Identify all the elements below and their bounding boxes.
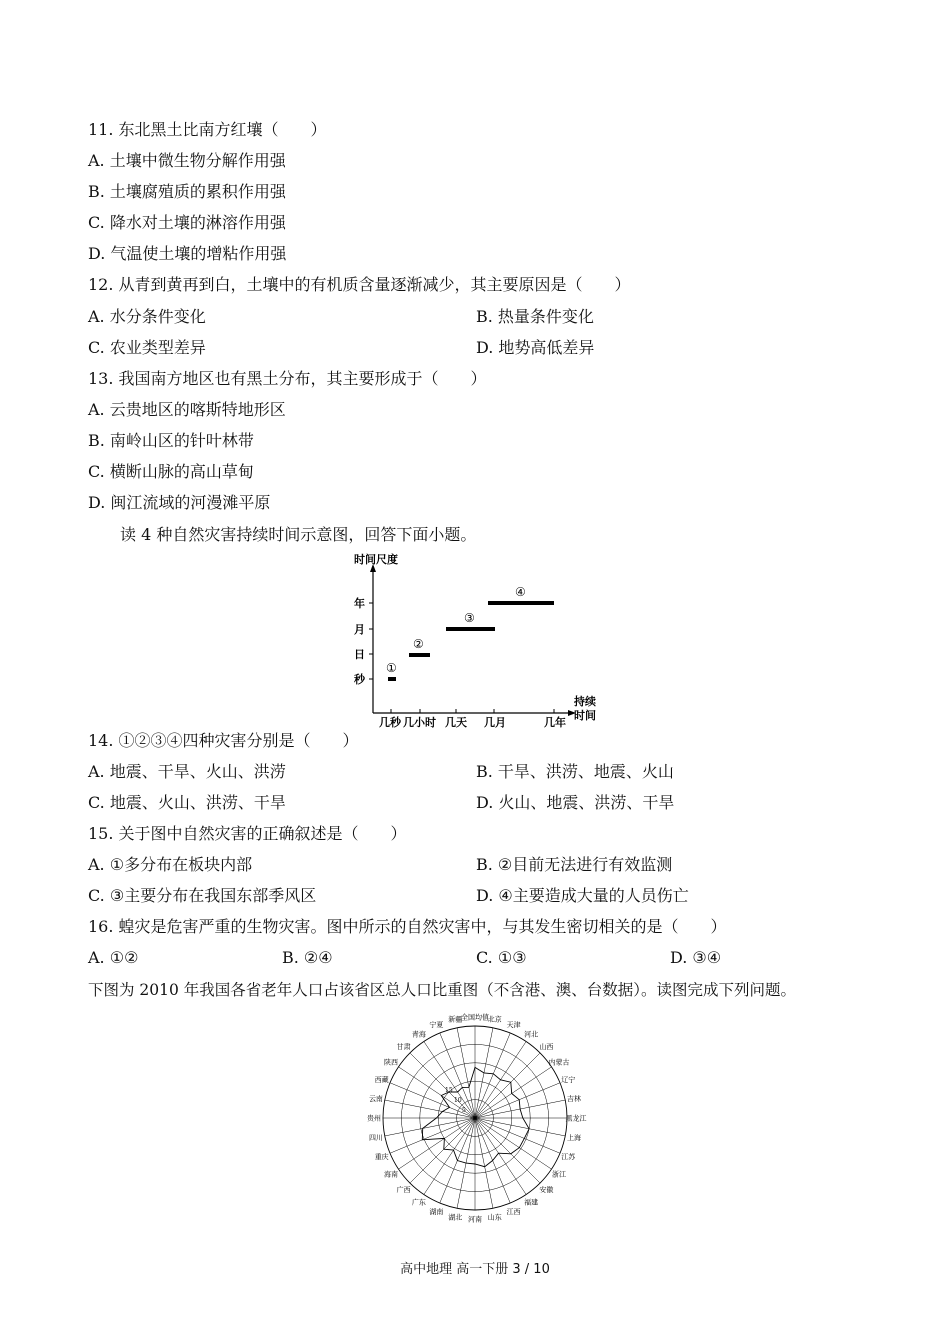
radar-province-label: 广东 [411,1198,426,1207]
bar-3 [446,627,495,631]
q13-option-a: A. 云贵地区的喀斯特地形区 [88,400,286,419]
radar-spoke [475,1118,540,1183]
radar-province-label: 吉林 [567,1094,582,1103]
radar-province-label: 贵州 [367,1114,381,1123]
x-tick-label-days: 几天 [445,716,467,728]
q16-stem: 16. 蝗灾是危害严重的生物灾害。图中所示的自然灾害中，与其发生密切相关的是（ ） [88,917,727,936]
radar-province-label: 四川 [368,1134,383,1143]
radar-province-label: 新疆 [448,1015,463,1024]
radar-province-label: 上海 [567,1134,582,1143]
intro-disaster-figure: 读 4 种自然灾害持续时间示意图，回答下面小题。 [120,525,477,544]
radar-province-label: 北京 [487,1015,502,1024]
q15-option-d: D. ④主要造成大量的人员伤亡 [476,886,689,905]
radar-spoke [410,1118,475,1183]
x-tick-label-seconds: 几秒 [379,716,401,728]
radar-spoke [475,1033,510,1118]
radar-province-label: 海南 [384,1170,399,1179]
disaster-duration-diagram [340,548,610,728]
radar-province-label: 山东 [487,1213,502,1222]
radar-province-label: 安徽 [539,1185,554,1194]
radar-province-label: 内蒙古 [548,1058,570,1067]
radar-province-label: 青海 [411,1030,426,1039]
radar-province-label: 江苏 [561,1153,576,1162]
radar-province-label: 湖南 [429,1207,444,1216]
radar-spoke [475,1083,560,1118]
y-tick-label-year: 年 [354,597,365,610]
y-tick-label-month: 月 [354,623,365,636]
ring-label-5: 5 [462,1107,466,1114]
q11-option-d: D. 气温使土壤的增粘作用强 [88,244,287,263]
q15-option-a: A. ①多分布在板块内部 [88,855,253,874]
bar-label-3: ③ [464,611,475,625]
q16-option-b: B. ②④ [282,948,333,967]
q14-option-a: A. 地震、干旱、火山、洪涝 [88,762,286,781]
radar-spoke [475,1118,560,1153]
bar-label-1: ① [386,661,397,675]
q11-option-a: A. 土壤中微生物分解作用强 [88,151,286,170]
radar-province-label: 云南 [368,1094,383,1103]
q15-stem: 15. 关于图中自然灾害的正确叙述是（ ） [88,824,407,843]
radar-province-label: 陕西 [384,1058,399,1067]
radar-province-label: 山西 [539,1043,554,1052]
q16-option-d: D. ③④ [670,948,722,967]
radar-province-label: 河北 [524,1030,539,1039]
radar-province-label: 湖北 [448,1213,463,1222]
x-tick-label-months: 几月 [484,716,506,728]
radar-province-label: 宁夏 [429,1021,444,1030]
radar-province-label: 西藏 [374,1075,389,1084]
radar-province-label: 河南 [468,1215,482,1224]
ring-label-15: 15 [445,1087,453,1094]
radar-province-label: 福建 [524,1198,539,1207]
q13-option-b: B. 南岭山区的针叶林带 [88,431,254,450]
bar-1 [388,677,396,681]
bar-label-2: ② [413,637,424,651]
q12-option-c: C. 农业类型差异 [88,338,206,357]
q13-option-d: D. 闽江流域的河漫滩平原 [88,493,271,512]
radar-province-label: 重庆 [374,1153,389,1162]
radar-province-label: 全国均值 [461,1013,489,1022]
q16-option-c: C. ①③ [476,948,527,967]
bar-4 [488,601,554,605]
q12-option-b: B. 热量条件变化 [476,307,594,326]
q12-stem: 12. 从青到黄再到白，土壤中的有机质含量逐渐减少，其主要原因是（ ） [88,275,631,294]
bar-2 [409,653,430,657]
radar-province-label: 辽宁 [561,1075,576,1084]
elderly-population-radar-diagram [350,1006,600,1226]
radar-province-label: 天津 [506,1021,521,1030]
q11-option-c: C. 降水对土壤的淋溶作用强 [88,213,286,232]
radar-spoke [390,1118,475,1153]
ring-label-10: 10 [454,1097,462,1104]
q12-option-a: A. 水分条件变化 [88,307,206,326]
q11-stem: 11. 东北黑土比南方红壤（ ） [88,120,327,139]
x-tick-label-years: 几年 [544,716,566,728]
y-tick-label-second: 秒 [354,673,365,686]
bar-label-4: ④ [515,585,526,599]
radar-province-label: 黑龙江 [565,1114,587,1123]
q12-option-d: D. 地势高低差异 [476,338,595,357]
x-axis-title-2: 时间 [574,709,596,722]
q14-stem: 14. ①②③④四种灾害分别是（ ） [88,731,359,750]
q14-option-b: B. 干旱、洪涝、地震、火山 [476,762,674,781]
y-axis-title: 时间尺度 [354,553,398,566]
radar-province-label: 广西 [396,1185,411,1194]
radar-province-label: 浙江 [551,1170,566,1179]
q15-option-b: B. ②目前无法进行有效监测 [476,855,673,874]
q15-option-c: C. ③主要分布在我国东部季风区 [88,886,317,905]
x-tick-label-hours: 几小时 [403,716,436,728]
q14-option-c: C. 地震、火山、洪涝、干旱 [88,793,286,812]
y-tick-label-day: 日 [354,648,365,661]
q13-option-c: C. 横断山脉的高山草甸 [88,462,254,481]
q13-stem: 13. 我国南方地区也有黑土分布，其主要形成于（ ） [88,369,487,388]
page-footer: 高中地理 高一下册 3 / 10 [400,1262,550,1277]
x-axis-title-1: 持续 [574,695,596,708]
radar-spoke [440,1033,475,1118]
intro-elderly-figure: 下图为 2010 年我国各省老年人口占该省区总人口比重图（不含港、澳、台数据）。读图完成下列问题。 [88,981,797,999]
q11-option-b: B. 土壤腐殖质的累积作用强 [88,182,286,201]
radar-province-label: 江西 [506,1207,521,1216]
q14-option-d: D. 火山、地震、洪涝、干旱 [476,793,675,812]
radar-spoke [475,1053,540,1118]
radar-province-label: 甘肃 [396,1043,411,1052]
q16-option-a: A. ①② [88,948,139,967]
